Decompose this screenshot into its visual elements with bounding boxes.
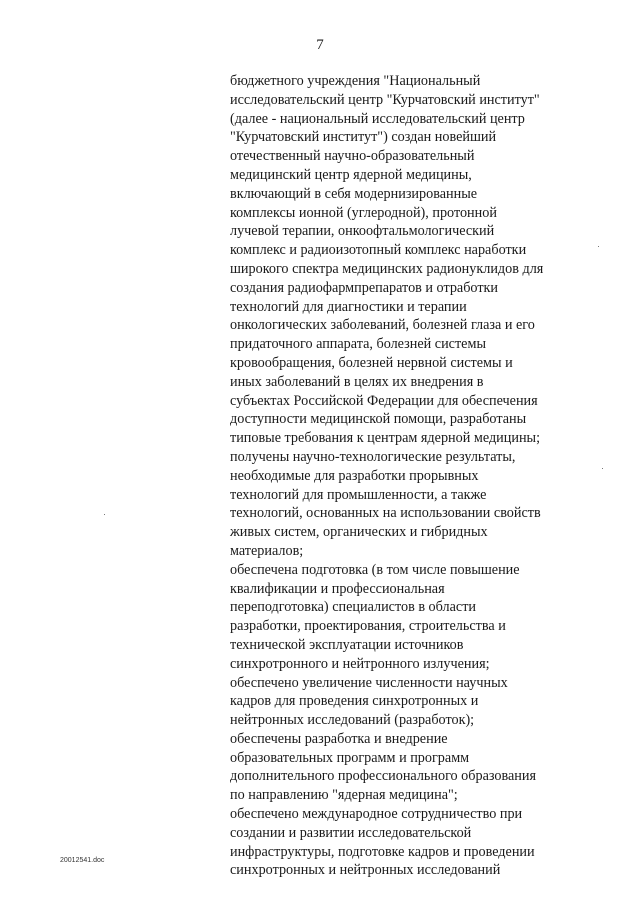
text-line: медицинский центр ядерной медицины, (230, 166, 472, 183)
text-line: квалификации и профессиональная (230, 580, 445, 597)
text-line: по направлению "ядерная медицина"; (230, 787, 458, 804)
text-line: "Курчатовский институт") создан новейший (230, 129, 497, 146)
text-line: создания радиофармпрепаратов и отработки (230, 279, 499, 296)
text-line: комплексы ионной (углеродной), протонной (230, 204, 497, 221)
text-line: технической эксплуатации источников (230, 636, 464, 653)
text-line: исследовательский центр "Курчатовский институт" (230, 91, 540, 108)
text-line: технологий, основанных на использовании свойств (230, 505, 541, 522)
text-line: создании и развитии исследовательской (230, 824, 472, 841)
text-line: обеспечена подготовка (в том числе повышение (230, 561, 520, 578)
text-line: бюджетного учреждения "Национальный (230, 73, 481, 89)
text-line: кровообращения, болезней нервной системы и (230, 354, 513, 371)
text-line: дополнительного профессионального образования (230, 768, 537, 785)
body-text (230, 72, 570, 880)
text-line: включающий в себя модернизированные (230, 185, 478, 202)
scan-speck (598, 246, 599, 247)
text-line: придаточного аппарата, болезней системы (230, 336, 486, 353)
text-line: комплекс и радиоизотопный комплекс наработки (230, 242, 527, 259)
text-line: онкологических заболеваний, болезней глаза и его (230, 317, 535, 334)
text-line: переподготовка) специалистов в области (230, 599, 476, 616)
text-line: типовые требования к центрам ядерной медицины; (230, 430, 541, 447)
text-line: синхротронного и нейтронного излучения; (230, 655, 490, 672)
scan-speck (104, 514, 105, 515)
text-line: материалов; (230, 542, 304, 559)
text-line: (далее - национальный исследовательский центр (230, 110, 525, 127)
text-line: обеспечено международное сотрудничество при (230, 806, 523, 823)
page-number: 7 (316, 37, 324, 53)
text-line: образовательных программ и программ (230, 749, 470, 766)
text-line: разработки, проектирования, строительства и (230, 618, 506, 635)
text-line: нейтронных исследований (разработок); (230, 712, 475, 729)
text-line: лучевой терапии, онкоофтальмологический (230, 223, 495, 240)
text-line: технологий для диагностики и терапии (230, 298, 467, 315)
text-line: субъектах Российской Федерации для обеспечения (230, 392, 538, 409)
text-line: синхротронных и нейтронных исследований (230, 862, 501, 879)
text-line: широкого спектра медицинских радионуклидов для (230, 260, 544, 277)
text-line: получены научно-технологические результаты, (230, 448, 516, 465)
text-line: инфраструктуры, подготовке кадров и проведении (230, 843, 535, 860)
text-line: обеспечено увеличение численности научных (230, 674, 508, 691)
text-line: отечественный научно-образовательный (230, 148, 475, 165)
text-line: иных заболеваний в целях их внедрения в (230, 373, 484, 390)
text-line: кадров для проведения синхротронных и (230, 693, 479, 710)
text-line: необходимые для разработки прорывных (230, 467, 479, 484)
text-line: живых систем, органических и гибридных (230, 524, 488, 541)
text-line: доступности медицинской помощи, разработаны (230, 411, 527, 428)
text-line: технологий для промышленности, а также (230, 486, 487, 503)
scan-speck (602, 468, 603, 469)
text-line: обеспечены разработка и внедрение (230, 730, 448, 747)
footer-filename: 20012541.doc (60, 857, 105, 864)
